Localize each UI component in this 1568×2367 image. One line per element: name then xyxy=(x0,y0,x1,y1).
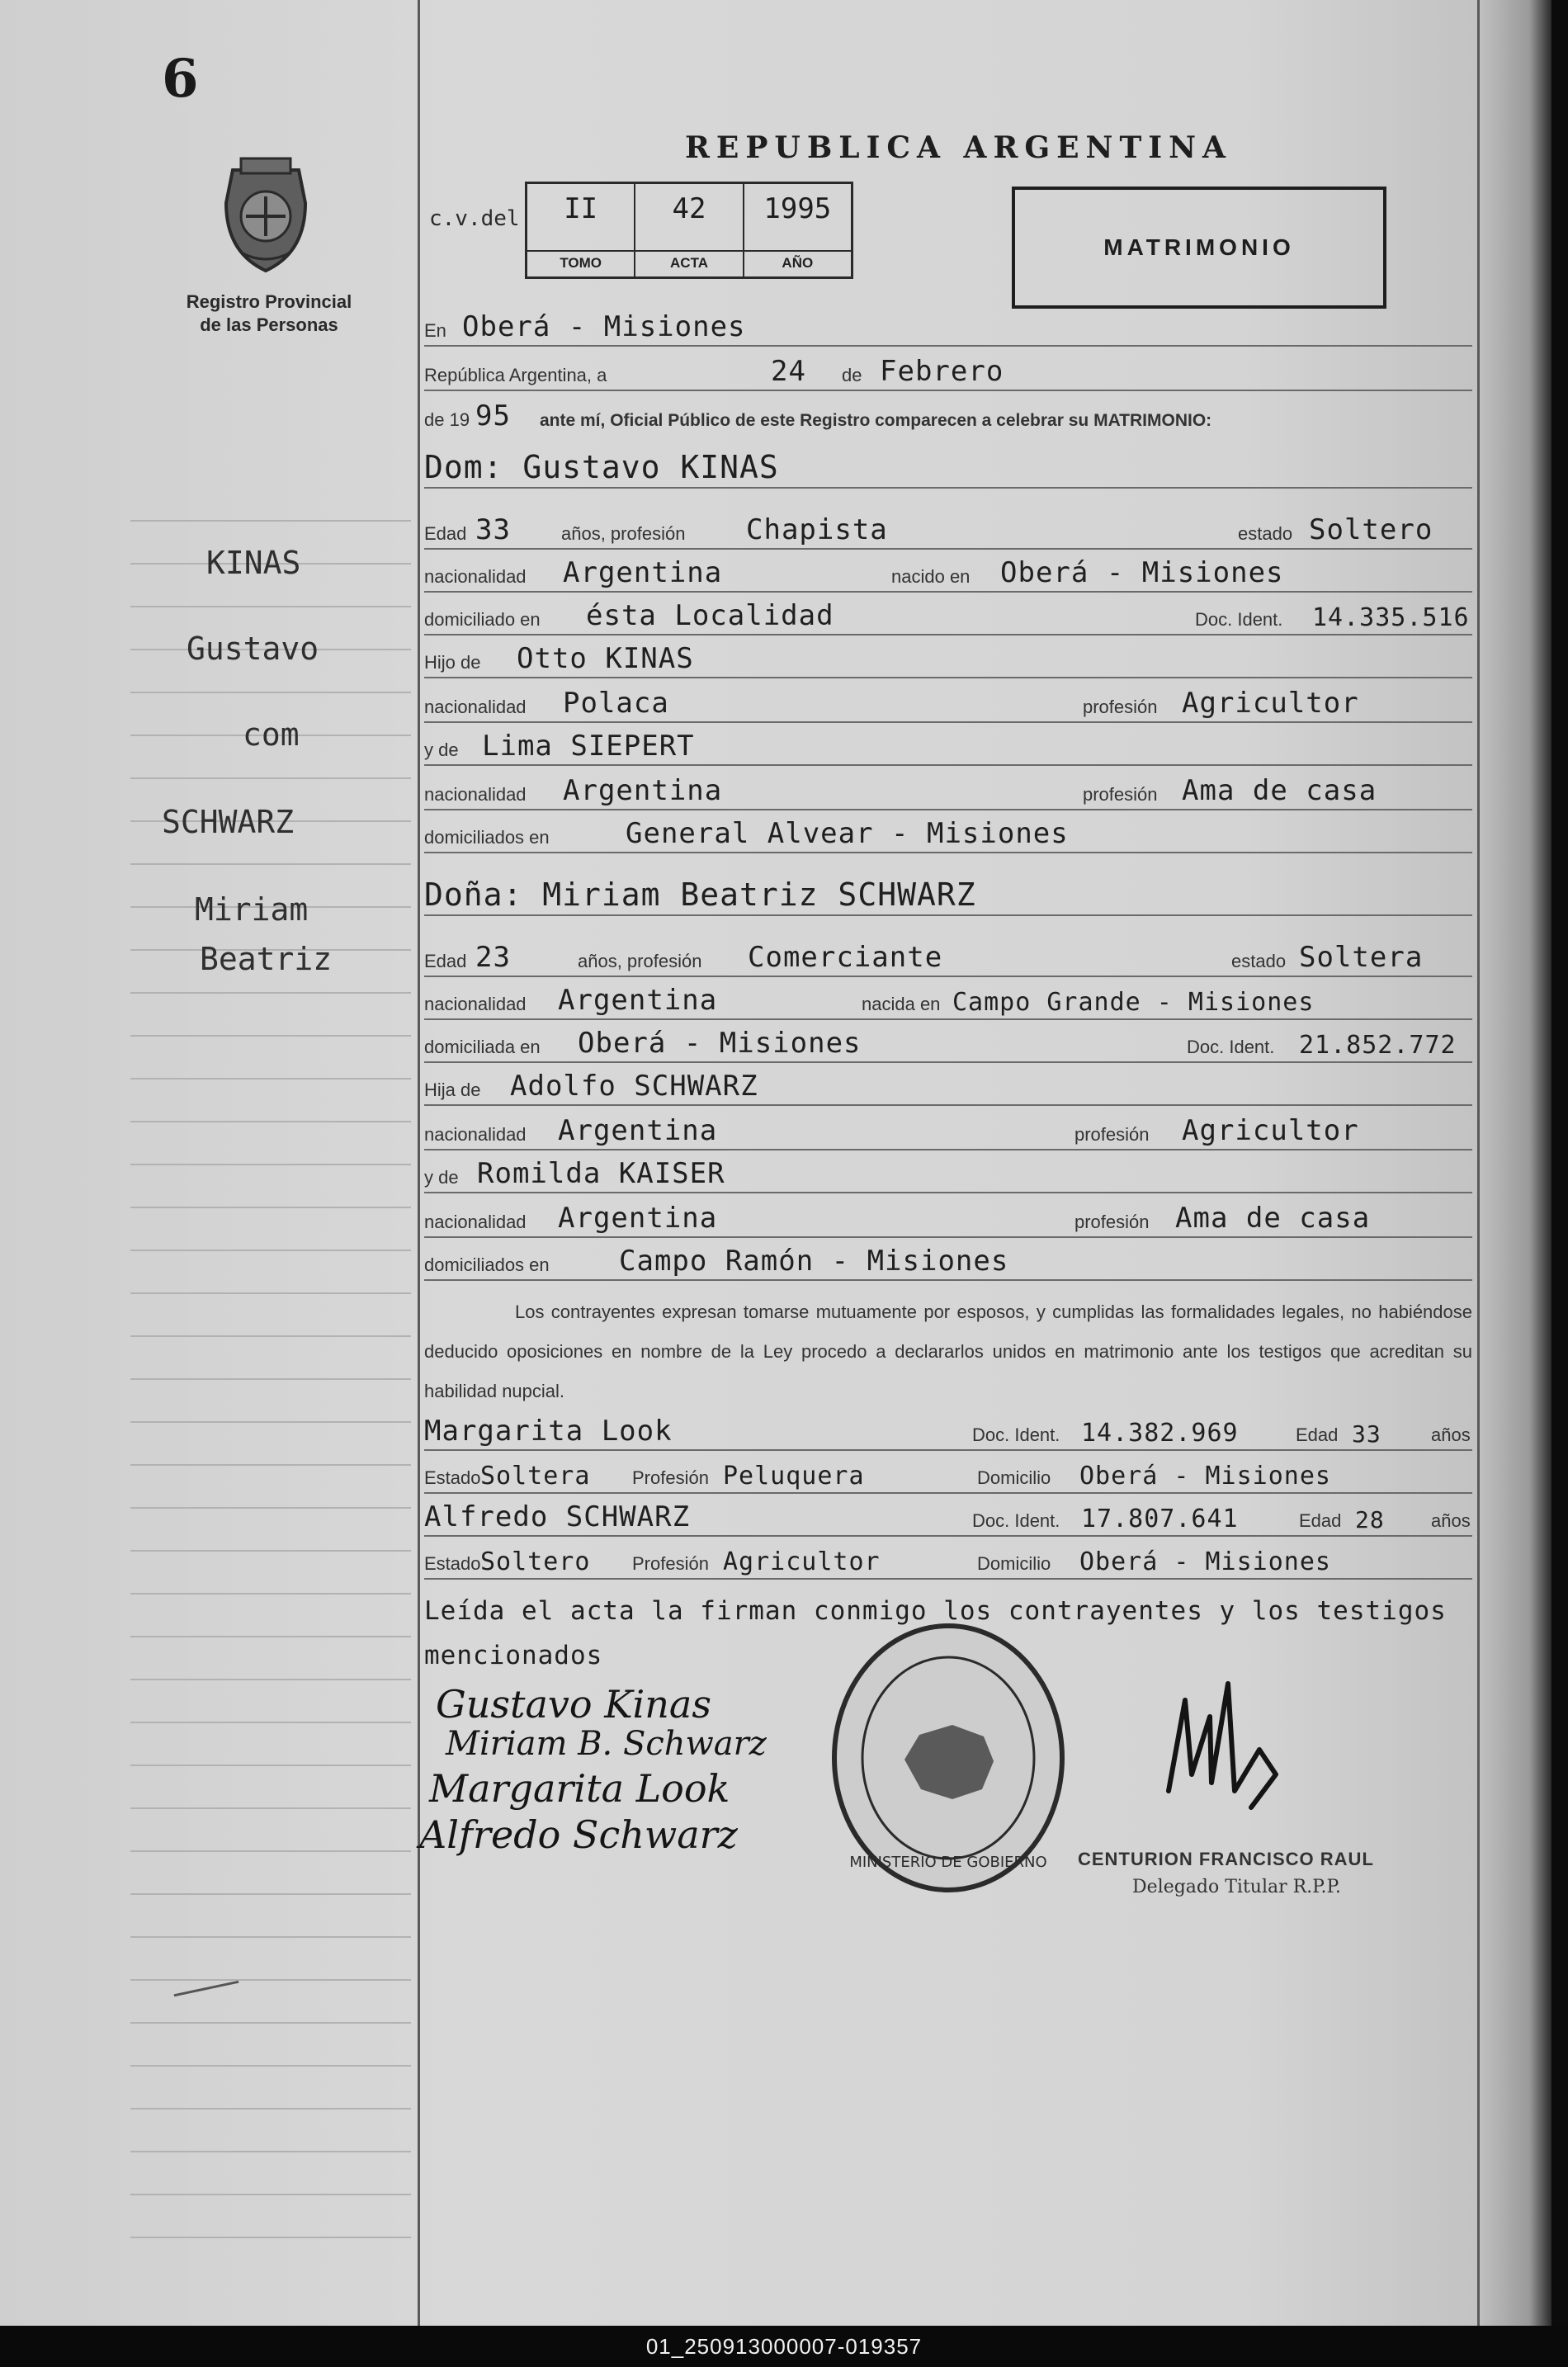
bride-nationality: Argentina xyxy=(558,984,718,1017)
edad-label: Edad xyxy=(1299,1510,1342,1531)
yde-label: y de xyxy=(424,739,459,760)
groom-father-row xyxy=(424,642,1472,682)
country-title: REPUBLICA ARGENTINA xyxy=(685,130,1232,165)
bride-mother-nat-row xyxy=(424,1202,1472,1241)
edad-label: Edad xyxy=(424,951,467,971)
doc-label: Doc. Ident. xyxy=(972,1424,1060,1445)
margin-rule xyxy=(130,1850,411,1852)
profesion-label: profesión xyxy=(1083,784,1158,805)
margin-rule xyxy=(130,692,411,693)
image-id: 01_250913000007-019357 xyxy=(645,2333,923,2359)
bride-parents-domicile: Campo Ramón - Misiones xyxy=(619,1245,1009,1278)
groom-age: 33 xyxy=(475,513,511,546)
profesion-label: años, profesión xyxy=(578,951,702,971)
intro-year-row xyxy=(424,399,1472,439)
groom-mother-nationality: Argentina xyxy=(563,774,723,807)
groom-father-profession: Agricultor xyxy=(1182,687,1359,720)
groom-parents-domicile-row xyxy=(424,817,1472,857)
ano-cell xyxy=(744,184,851,276)
registry-line-2: de las Personas xyxy=(200,314,338,335)
pencil-mark xyxy=(174,1981,239,1997)
witness-1-status: Soltera xyxy=(480,1462,591,1491)
hijo-label: Hijo de xyxy=(424,652,481,673)
tomo-value: II xyxy=(564,192,598,225)
nacionalidad-label: nacionalidad xyxy=(424,697,527,717)
bride-domicile: Oberá - Misiones xyxy=(578,1027,862,1060)
witness-2-status: Soltero xyxy=(480,1547,591,1576)
bride-profession: Comerciante xyxy=(748,941,943,974)
bride-father-profession: Agricultor xyxy=(1182,1114,1359,1147)
signature-groom: Gustavo Kinas xyxy=(436,1682,711,1727)
officer-title: Delegado Titular R.P.P. xyxy=(1132,1877,1341,1897)
bride-age-row xyxy=(424,941,1472,980)
witness-1-name: Margarita Look xyxy=(424,1415,673,1448)
margin-rule xyxy=(130,2022,411,2024)
republica-label: República Argentina, a xyxy=(424,365,607,385)
bride-mother-row xyxy=(424,1157,1472,1197)
witness-1-profession: Peluquera xyxy=(723,1462,865,1491)
intro-statement: ante mí, Oficial Público de este Registro comparecen a celebrar su MATRIMONIO: xyxy=(540,411,1212,430)
margin-rule xyxy=(130,2194,411,2195)
margin-rule xyxy=(130,1636,411,1637)
officer-name: CENTURION FRANCISCO RAUL xyxy=(1078,1849,1374,1869)
margin-rule xyxy=(130,1722,411,1723)
witness-2-row xyxy=(424,1500,1472,1540)
groom-profession: Chapista xyxy=(746,513,888,546)
profesion-label: Profesión xyxy=(632,1467,709,1488)
groom-mother: Lima SIEPERT xyxy=(482,730,695,763)
year-suffix: 95 xyxy=(475,399,511,432)
witness-2-domicile: Oberá - Misiones xyxy=(1079,1547,1331,1576)
groom-nationality: Argentina xyxy=(563,556,723,589)
nacido-label: nacido en xyxy=(891,566,971,587)
bride-heading-row xyxy=(424,876,1472,919)
ano-label: AÑO xyxy=(744,250,851,276)
witness-1-age: 33 xyxy=(1352,1420,1381,1448)
declaration-text: Los contrayentes expresan tomarse mutuamente por esposos, y cumplidas las formalidades legales, no habiéndose deducido oposiciones en nombre de la Ley procedo a declararlos unidos en matrimonio ante los testigos que acreditan su habilidad nupcial. xyxy=(424,1302,1472,1401)
witness-1-doc: 14.382.969 xyxy=(1081,1419,1239,1448)
domicilio-label: domiciliado en xyxy=(424,609,541,630)
margin-rule xyxy=(130,1164,411,1165)
bride-father-nat-row xyxy=(424,1114,1472,1154)
margin-rule xyxy=(130,606,411,607)
groom-heading: Dom: Gustavo KINAS xyxy=(424,449,779,485)
witness-2-details-row xyxy=(424,1543,1472,1583)
ano-value: 1995 xyxy=(763,192,832,225)
margin-rule xyxy=(130,863,411,865)
official-seal-icon xyxy=(829,1619,1068,1897)
image-id-bar xyxy=(0,2326,1568,2367)
domiciliados-label: domiciliados en xyxy=(424,827,550,848)
right-divider xyxy=(1477,0,1480,2326)
registry-label xyxy=(162,291,376,337)
groom-doc: 14.335.516 xyxy=(1312,603,1470,632)
margin-rule xyxy=(130,1421,411,1423)
edad-label: Edad xyxy=(424,523,467,544)
provincial-crest-icon xyxy=(216,154,315,277)
domiciliados-label: domiciliados en xyxy=(424,1254,550,1275)
place-value: Oberá - Misiones xyxy=(462,310,746,343)
bride-mother: Romilda KAISER xyxy=(477,1157,725,1190)
intro-date-row xyxy=(424,355,1472,394)
doc-label: Doc. Ident. xyxy=(1187,1037,1275,1057)
witness-1-row xyxy=(424,1415,1472,1454)
margin-name-6: Beatriz xyxy=(200,941,333,977)
folio-number: 6 xyxy=(162,48,199,110)
day-value: 24 xyxy=(771,355,806,388)
acta-cell xyxy=(635,184,744,276)
bride-father-row xyxy=(424,1070,1472,1109)
margin-name-4: SCHWARZ xyxy=(162,804,295,840)
groom-domicile-row xyxy=(424,599,1472,639)
signature-witness-2: Alfredo Schwarz xyxy=(419,1812,738,1857)
groom-father-nat-row xyxy=(424,687,1472,726)
margin-rule xyxy=(130,1250,411,1251)
closing-line-2: mencionados xyxy=(424,1641,603,1670)
margin-rule xyxy=(130,1378,411,1380)
registry-line-1: Registro Provincial xyxy=(186,291,352,312)
domicilio-label: Domicilio xyxy=(977,1467,1051,1488)
bride-doc: 21.852.772 xyxy=(1299,1031,1457,1060)
margin-rule xyxy=(130,1679,411,1680)
margin-rule xyxy=(130,2237,411,2238)
margin-name-5: Miriam xyxy=(195,891,309,928)
bride-heading: Doña: Miriam Beatriz SCHWARZ xyxy=(424,876,976,913)
intro-place-row xyxy=(424,310,1472,350)
profesion-label: profesión xyxy=(1083,697,1158,717)
bride-domicile-row xyxy=(424,1027,1472,1066)
act-type-box: MATRIMONIO xyxy=(1012,187,1386,309)
nacionalidad-label: nacionalidad xyxy=(424,994,527,1014)
bride-birthplace: Campo Grande - Misiones xyxy=(952,988,1315,1017)
margin-rule xyxy=(130,1207,411,1208)
margin-rule xyxy=(130,1979,411,1981)
margin-rule xyxy=(130,992,411,994)
acta-value: 42 xyxy=(672,192,706,225)
signature-witness-1: Margarita Look xyxy=(429,1766,730,1811)
margin-rule xyxy=(130,1078,411,1080)
nacionalidad-label: nacionalidad xyxy=(424,784,527,805)
nacionalidad-label: nacionalidad xyxy=(424,1212,527,1232)
margin-rule xyxy=(130,1507,411,1509)
hija-label: Hija de xyxy=(424,1080,481,1100)
margin-rule xyxy=(130,2151,411,2152)
estado-label: estado xyxy=(1231,951,1287,971)
margin-name-2: Gustavo xyxy=(187,631,319,667)
signature-bride: Miriam B. Schwarz xyxy=(446,1725,767,1763)
doc-label: Doc. Ident. xyxy=(972,1510,1060,1531)
nacionalidad-label: nacionalidad xyxy=(424,1124,527,1145)
domicilio-label: Domicilio xyxy=(977,1553,1051,1574)
groom-birthplace: Oberá - Misiones xyxy=(1000,556,1284,589)
bride-mother-nationality: Argentina xyxy=(558,1202,718,1235)
yde-label: y de xyxy=(424,1167,459,1188)
groom-status: Soltero xyxy=(1309,513,1433,546)
margin-rule xyxy=(130,1121,411,1122)
profesion-label: profesión xyxy=(1074,1124,1150,1145)
margin-name-1: KINAS xyxy=(206,545,301,581)
margin-rule xyxy=(130,1292,411,1294)
cv-prefix: c.v.del xyxy=(429,206,520,231)
closing-line-1: Leída el acta la firman conmigo los contrayentes y los testigos xyxy=(424,1596,1447,1626)
margin-rule xyxy=(130,1936,411,1938)
margin-rule xyxy=(130,1035,411,1037)
witness-2-profession: Agricultor xyxy=(723,1547,881,1576)
witness-1-domicile: Oberá - Misiones xyxy=(1079,1462,1331,1491)
page-edge xyxy=(1477,0,1551,2326)
groom-father-nationality: Polaca xyxy=(563,687,669,720)
margin-rule xyxy=(130,1893,411,1895)
estado-label: Estado xyxy=(424,1553,481,1574)
profesion-label: años, profesión xyxy=(561,523,686,544)
doc-label: Doc. Ident. xyxy=(1195,609,1283,630)
bride-father: Adolfo SCHWARZ xyxy=(510,1070,758,1103)
bride-father-nationality: Argentina xyxy=(558,1114,718,1147)
groom-mother-profession: Ama de casa xyxy=(1182,774,1377,807)
en-label: En xyxy=(424,320,446,341)
witness-2-doc: 17.807.641 xyxy=(1081,1505,1239,1533)
profesion-label: Profesión xyxy=(632,1553,709,1574)
edad-label: Edad xyxy=(1296,1424,1339,1445)
act-number-box xyxy=(525,182,853,279)
year-prefix: de 19 xyxy=(424,409,470,430)
anos-label: años xyxy=(1431,1424,1471,1445)
tomo-cell xyxy=(527,184,635,276)
bride-status: Soltera xyxy=(1299,941,1424,974)
groom-parents-domicile: General Alvear - Misiones xyxy=(626,817,1069,850)
margin-rule xyxy=(130,2065,411,2067)
groom-father: Otto KINAS xyxy=(517,642,694,675)
groom-domicile: ésta Localidad xyxy=(586,599,834,632)
bride-age: 23 xyxy=(475,941,511,974)
declaration-paragraph xyxy=(424,1292,1472,1411)
margin-rule xyxy=(130,1550,411,1552)
groom-mother-nat-row xyxy=(424,774,1472,814)
domicilio-label: domiciliada en xyxy=(424,1037,541,1057)
de-label: de xyxy=(842,365,862,385)
profesion-label: profesión xyxy=(1074,1212,1150,1232)
nacionalidad-label: nacionalidad xyxy=(424,566,527,587)
groom-nationality-row xyxy=(424,556,1472,596)
groom-age-row xyxy=(424,513,1472,553)
groom-heading-row xyxy=(424,449,1472,492)
margin-divider xyxy=(418,0,420,2326)
tomo-label: TOMO xyxy=(527,250,634,276)
margin-rule xyxy=(130,1593,411,1595)
anos-label: años xyxy=(1431,1510,1471,1531)
witness-1-details-row xyxy=(424,1458,1472,1497)
margin-rule xyxy=(130,1765,411,1766)
bride-mother-profession: Ama de casa xyxy=(1175,1202,1371,1235)
estado-label: Estado xyxy=(424,1467,481,1488)
margin-rule xyxy=(130,2108,411,2110)
groom-mother-row xyxy=(424,730,1472,769)
margin-rule xyxy=(130,1807,411,1809)
margin-rule xyxy=(130,777,411,779)
svg-text:MINISTERIO DE GOBIERNO: MINISTERIO DE GOBIERNO xyxy=(849,1854,1047,1871)
margin-rule xyxy=(130,1335,411,1337)
margin-rule xyxy=(130,520,411,522)
estado-label: estado xyxy=(1238,523,1293,544)
officer-signature-icon xyxy=(1152,1667,1301,1824)
nacida-label: nacida en xyxy=(862,994,941,1014)
witness-2-name: Alfredo SCHWARZ xyxy=(424,1500,691,1533)
witness-2-age: 28 xyxy=(1355,1506,1385,1533)
margin-name-3: com xyxy=(243,716,300,753)
bride-parents-domicile-row xyxy=(424,1245,1472,1284)
margin-rule xyxy=(130,1464,411,1466)
bride-nationality-row xyxy=(424,984,1472,1023)
acta-label: ACTA xyxy=(635,250,742,276)
month-value: Febrero xyxy=(880,355,1004,388)
